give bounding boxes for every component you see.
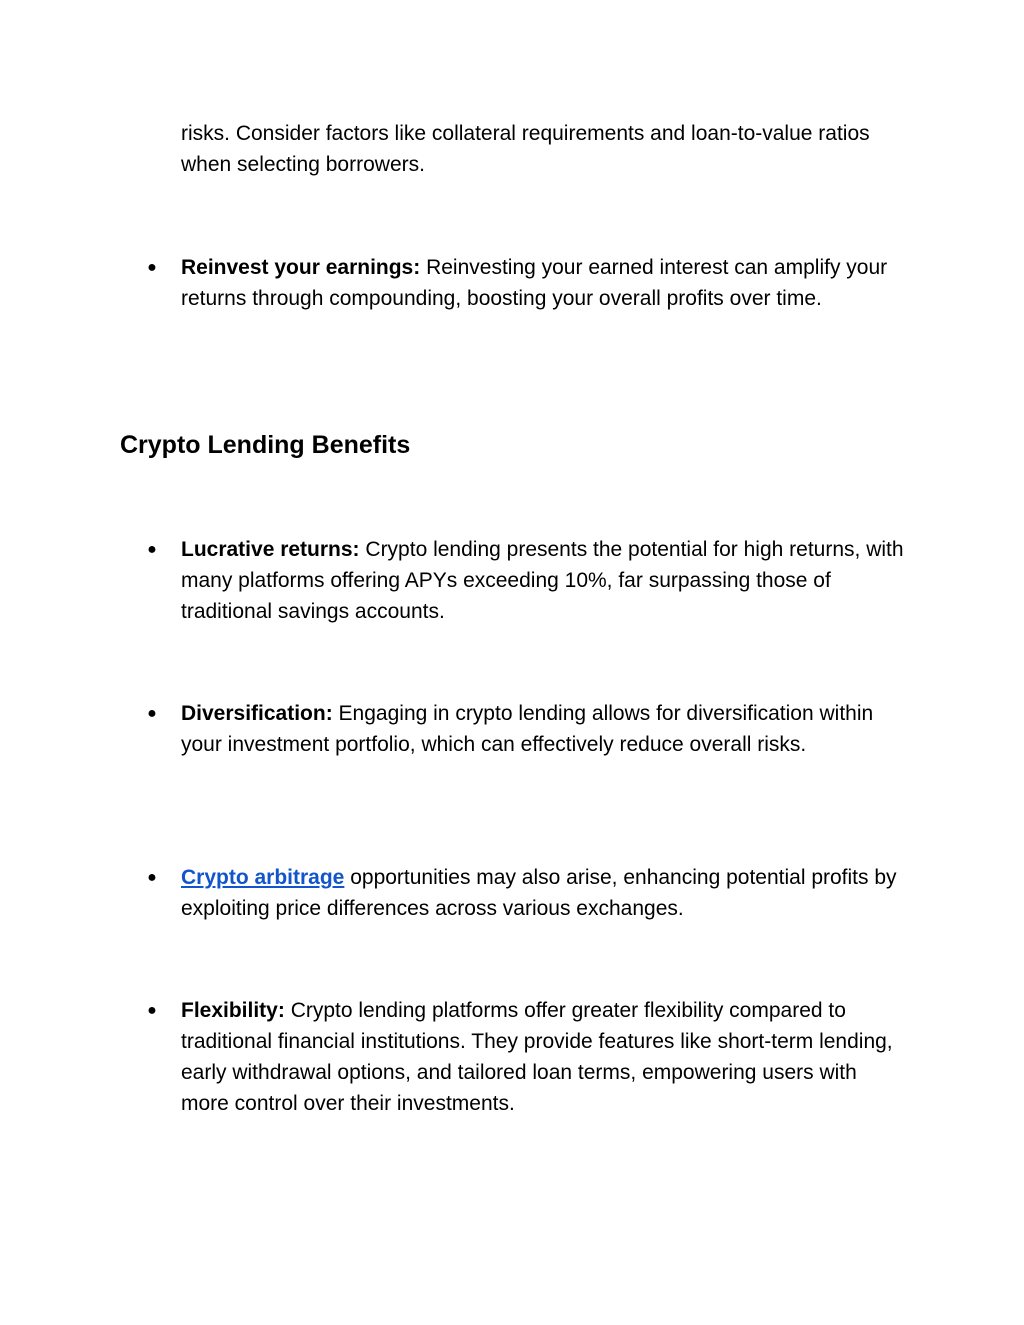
list-item-text — [181, 698, 906, 760]
continuation-paragraph: risks. Consider factors like collateral requirements and loan-to-value ratios when selecting borrowers. — [181, 122, 870, 176]
bullet-icon: ● — [147, 259, 157, 276]
list-item-body: Reinvesting your earned interest can amplify your returns through compounding, boosting your overall profits over time. — [181, 256, 888, 310]
list-item-body: Engaging in crypto lending allows for diversification within your investment portfolio, which can effectively reduce overall risks. — [181, 702, 874, 756]
list-item-body: opportunities may also arise, enhancing potential profits by exploiting price differences across various exchanges. — [181, 866, 897, 920]
list-item-label: Flexibility: — [181, 999, 285, 1022]
bullet-icon: ● — [147, 869, 157, 886]
crypto-arbitrage-link[interactable]: Crypto arbitrage — [181, 866, 345, 889]
list-item-label: Reinvest your earnings: — [181, 256, 421, 279]
list-item-body: Crypto lending presents the potential for high returns, with many platforms offering APYs exceeding 10%, far surpassing those of traditional savings accounts. — [181, 538, 904, 623]
list-item-label: Lucrative returns: — [181, 538, 360, 561]
list-item-text — [181, 534, 906, 627]
list-item-body: Crypto lending platforms offer greater flexibility compared to traditional financial institutions. They provide features like short-term lending, early withdrawal options, and tailored loan terms, empowering users with more control over their investments. — [181, 999, 893, 1115]
list-item-label: Diversification: — [181, 702, 333, 725]
section-heading: Crypto Lending Benefits — [120, 431, 411, 459]
bullet-icon: ● — [147, 541, 157, 558]
bullet-icon: ● — [147, 1002, 157, 1019]
bullet-icon: ● — [147, 705, 157, 722]
list-item-text — [181, 862, 906, 924]
list-item-text — [181, 252, 906, 314]
list-item-text — [181, 995, 906, 1119]
